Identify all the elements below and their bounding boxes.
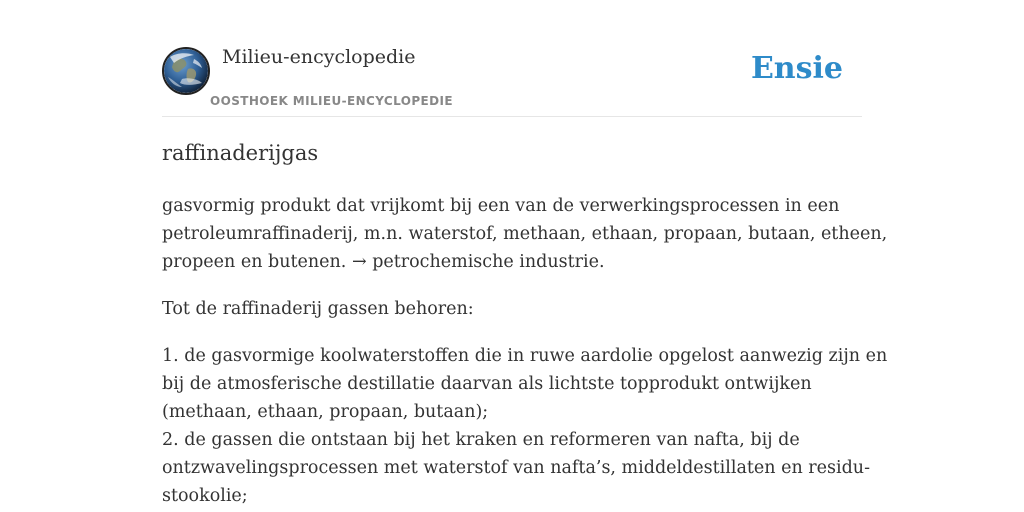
ensie-logo-link[interactable]: Ensie (750, 51, 843, 86)
list-item-line: ontzwavelingsprocessen met waterstof van nafta’s, middeldestillaten en residu- (162, 458, 870, 478)
definition-line (162, 248, 872, 276)
list-item-line: stookolie; (162, 486, 248, 506)
list-items (162, 342, 888, 510)
site-subtitle: OOSTHOEK MILIEU-ENCYCLOPEDIE (210, 94, 453, 108)
see-also-arrow-icon: → (351, 252, 367, 272)
list-item-line: 2. de gassen die ontstaan bij het kraken en reformeren van nafta, bij de (162, 430, 800, 450)
entry-content (162, 192, 888, 512)
earth-globe-icon[interactable] (162, 47, 210, 95)
list-item-line: bij de atmosferische destillatie daarvan als lichtste topprodukt ontwijken (162, 374, 812, 394)
definition-text: propeen en butenen. (162, 252, 352, 272)
definition-text: . (598, 252, 605, 272)
entry-definition (162, 192, 888, 276)
site-name[interactable]: Milieu-encyclopedie (222, 46, 416, 68)
site-header (162, 0, 862, 117)
entry-title: raffinaderijgas (162, 141, 319, 165)
see-also-link[interactable]: petrochemische industrie (372, 252, 599, 272)
definition-line: petroleumraffinaderij, m.n. waterstof, methaan, ethaan, propaan, butaan, etheen, (162, 224, 888, 244)
definition-line: gasvormig produkt dat vrijkomt bij een van de verwerkingsprocessen in een (162, 196, 840, 216)
list-item-line: 1. de gasvormige koolwaterstoffen die in ruwe aardolie opgelost aanwezig zijn en (162, 346, 888, 366)
list-item-line: (methaan, ethaan, propaan, butaan); (162, 402, 489, 422)
section-intro (162, 295, 872, 323)
section-intro-text: Tot de raffinaderij gassen behoren: (162, 299, 474, 319)
